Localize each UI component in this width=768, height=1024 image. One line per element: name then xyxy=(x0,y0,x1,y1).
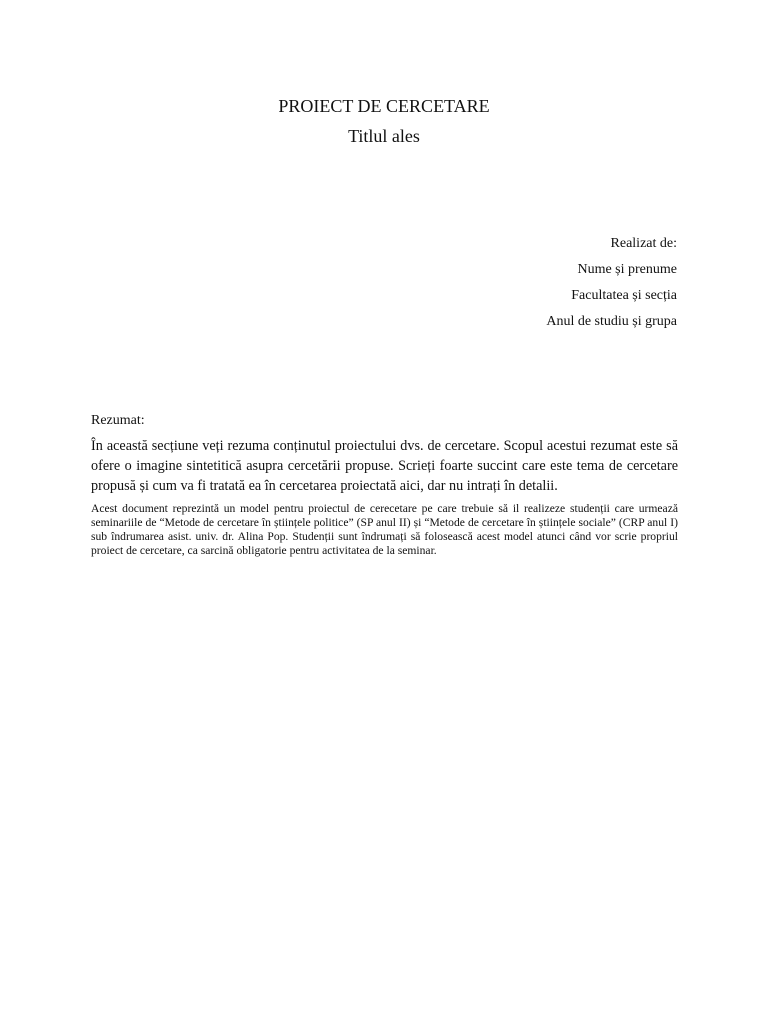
author-block xyxy=(546,231,677,335)
abstract-section xyxy=(91,412,678,558)
document-title: PROIECT DE CERCETARE xyxy=(278,96,490,116)
title-block xyxy=(0,94,768,148)
abstract-body: În această secțiune veți rezuma conținutul proiectului dvs. de cercetare. Scopul acestui rezumat este să ofere o imagine sintetitică asupra cercetării propuse. Scrieți foarte succint care este tema de cercetare propusă și cum va fi tratată ea în cercetarea proiectată aici, dar nu intrați în detalii. xyxy=(91,438,678,494)
document-subtitle: Titlul ales xyxy=(348,126,420,146)
abstract-heading: Rezumat: xyxy=(91,413,145,428)
author-faculty: Facultatea și secția xyxy=(571,288,677,303)
author-label: Realizat de: xyxy=(610,236,677,251)
author-name: Nume și prenume xyxy=(577,262,677,277)
abstract-note: Acest document reprezintă un model pentru proiectul de cerecetare pe care trebuie să il realizeze studenții care urmează seminariile de “Metode de cercetare în științele politice” (SP anul II) și “Metode de cercetare în științele sociale” (CRP anul I) sub îndrumarea asist. univ. dr. Alina Pop. Studenții sunt îndrumați să folosească acest model atunci când vor scrie propriul proiect de cercetare, ca sarcină obligatorie pentru activitatea de la seminar. xyxy=(91,502,678,557)
author-year-group: Anul de studiu și grupa xyxy=(546,314,677,329)
